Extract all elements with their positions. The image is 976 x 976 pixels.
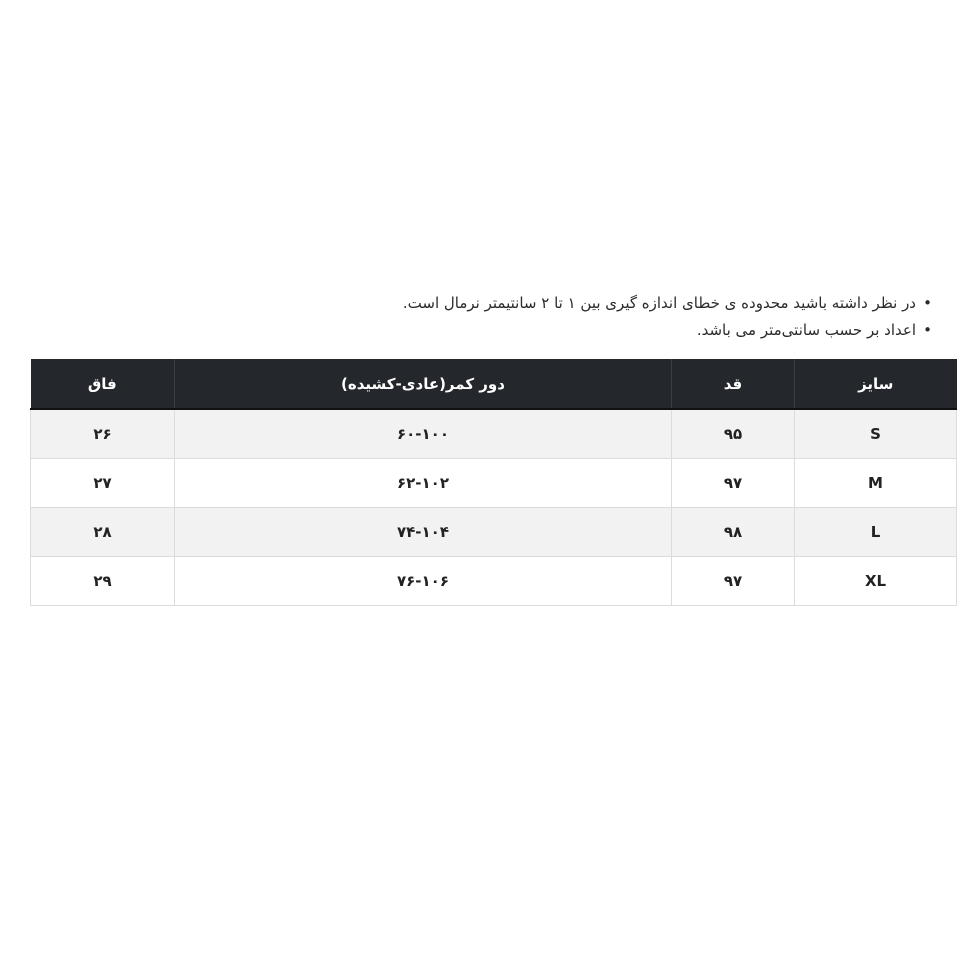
cell-height: ۹۷	[672, 557, 795, 606]
size-table	[30, 359, 957, 606]
table-row	[31, 557, 957, 606]
cell-waist: ۶۰-۱۰۰	[175, 409, 672, 459]
table-row	[31, 508, 957, 557]
header-height: قد	[672, 359, 795, 409]
cell-size: XL	[795, 557, 957, 606]
cell-size: S	[795, 409, 957, 459]
cell-rise: ۲۸	[31, 508, 175, 557]
table-header-row	[31, 359, 957, 409]
cell-rise: ۲۹	[31, 557, 175, 606]
note-item: • در نظر داشته باشید محدوده ی خطای اندازه گیری بین ۱ تا ۲ سانتیمتر نرمال است.	[30, 290, 932, 317]
cell-waist: ۷۴-۱۰۴	[175, 508, 672, 557]
header-rise: فاق	[31, 359, 175, 409]
cell-rise: ۲۶	[31, 409, 175, 459]
header-size: سایز	[795, 359, 957, 409]
cell-height: ۹۸	[672, 508, 795, 557]
cell-rise: ۲۷	[31, 459, 175, 508]
cell-waist: ۷۶-۱۰۶	[175, 557, 672, 606]
table-row	[31, 459, 957, 508]
cell-height: ۹۵	[672, 409, 795, 459]
note-item: • اعداد بر حسب سانتی‌متر می باشد.	[30, 317, 932, 344]
table-row	[31, 409, 957, 459]
notes-list	[30, 290, 936, 344]
cell-size: L	[795, 508, 957, 557]
header-waist: دور کمر(عادی-کشیده)	[175, 359, 672, 409]
cell-size: M	[795, 459, 957, 508]
cell-waist: ۶۲-۱۰۲	[175, 459, 672, 508]
cell-height: ۹۷	[672, 459, 795, 508]
